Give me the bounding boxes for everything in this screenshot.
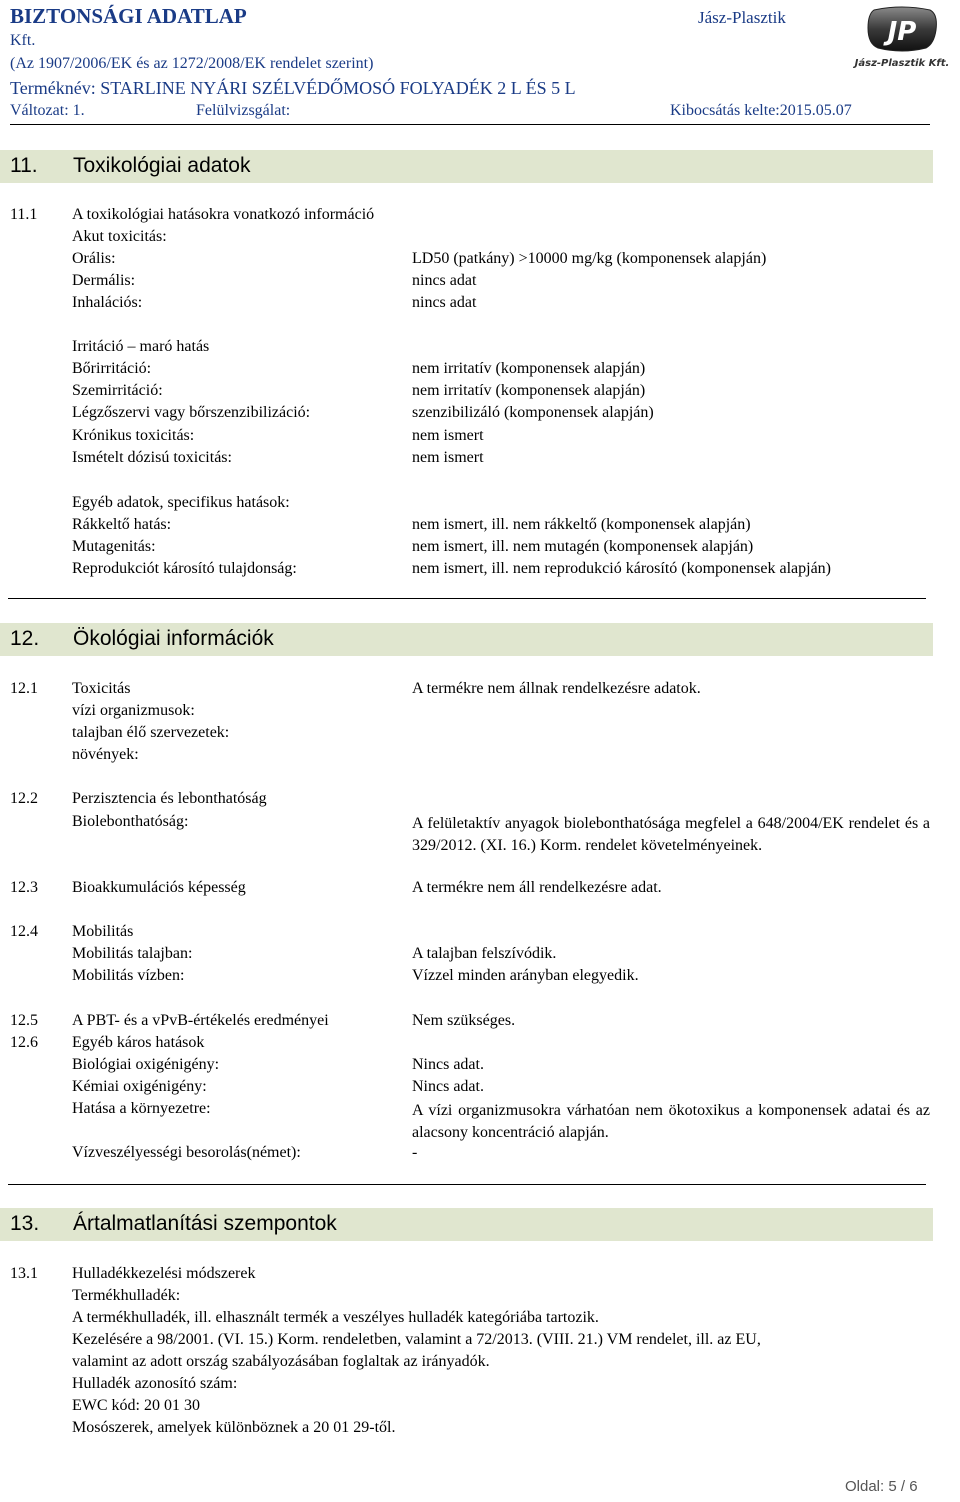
subsection-title: A PBT- és a vPvB-értékelés eredményei bbox=[72, 1012, 329, 1029]
company-name: Jász-Plasztik bbox=[698, 8, 786, 27]
subsection-title: Perzisztencia és lebonthatóság bbox=[72, 790, 267, 807]
regulation-note: (Az 1907/2006/EK és az 1272/2008/EK rendelet szerint) bbox=[10, 55, 374, 72]
doc-title: BIZTONSÁGI ADATLAP bbox=[10, 4, 247, 28]
list-item: növények: bbox=[72, 746, 139, 763]
row-value: Nincs adat. bbox=[412, 1056, 484, 1073]
text-line: Termékhulladék: bbox=[72, 1287, 181, 1304]
row-label: Kémiai oxigénigény: bbox=[72, 1078, 207, 1095]
row-value: nem ismert, ill. nem mutagén (komponensek alapján) bbox=[412, 538, 754, 555]
section-12-header bbox=[0, 623, 933, 656]
row-value: A talajban felszívódik. bbox=[412, 945, 557, 962]
row-value: A vízi organizmusokra várhatóan nem ökotoxikus a komponensek adatai és az alacsony koncentráció alapján. bbox=[412, 1102, 930, 1141]
row-value: nem irritatív (komponensek alapján) bbox=[412, 360, 646, 377]
section-11-number: 11. bbox=[10, 154, 38, 177]
issue-date: Kibocsátás kelte:2015.05.07 bbox=[670, 102, 852, 119]
list-item: vízi organizmusok: bbox=[72, 702, 195, 719]
row-value: nincs adat bbox=[412, 294, 477, 311]
company-suffix: Kft. bbox=[10, 32, 36, 49]
acute-heading: Akut toxicitás: bbox=[72, 228, 167, 245]
header-divider bbox=[10, 124, 930, 125]
row-label: Mobilitás talajban: bbox=[72, 945, 193, 962]
subsection-number: 12.5 bbox=[10, 1012, 38, 1029]
row-label: Légzőszervi vagy bőrszenzibilizáció: bbox=[72, 404, 311, 421]
section-divider bbox=[8, 1184, 926, 1185]
text-line: Kezelésére a 98/2001. (VI. 15.) Korm. rendeletben, valamint a 72/2013. (VIII. 21.) VM rendelet, ill. az EU, bbox=[72, 1331, 761, 1348]
section-11-title: Toxikológiai adatok bbox=[73, 154, 251, 177]
row-value: nem ismert bbox=[412, 427, 484, 444]
row-label: Krónikus toxicitás: bbox=[72, 427, 195, 444]
row-label: Reprodukciót károsító tulajdonság: bbox=[72, 560, 297, 577]
subsection-title: Egyéb káros hatások bbox=[72, 1034, 205, 1051]
logo-letters: JP bbox=[887, 17, 917, 47]
product-name: Terméknév: STARLINE NYÁRI SZÉLVÉDŐMOSÓ FOLYADÉK 2 L ÉS 5 L bbox=[10, 78, 576, 98]
row-value: nincs adat bbox=[412, 272, 477, 289]
text-line: valamint az adott ország szabályozásában foglaltak az irányadók. bbox=[72, 1353, 490, 1370]
irritation-heading: Irritáció – maró hatás bbox=[72, 338, 210, 355]
subsection-title: Hulladékkezelési módszerek bbox=[72, 1265, 256, 1282]
row-value: - bbox=[412, 1144, 418, 1161]
subsection-number: 11.1 bbox=[10, 206, 38, 223]
row-value: szenzibilizáló (komponensek alapján) bbox=[412, 404, 654, 421]
row-value: A termékre nem állnak rendelkezésre adatok. bbox=[412, 680, 701, 697]
row-label: Szemirritáció: bbox=[72, 382, 163, 399]
version-label: Változat: 1. bbox=[10, 102, 85, 119]
section-12-number: 12. bbox=[10, 627, 40, 650]
row-label: Rákkeltő hatás: bbox=[72, 516, 172, 533]
list-item: talajban élő szervezetek: bbox=[72, 724, 230, 741]
review-label: Felülvizsgálat: bbox=[196, 102, 291, 119]
row-value: Vízzel minden arányban elegyedik. bbox=[412, 967, 639, 984]
row-value: nem ismert bbox=[412, 449, 484, 466]
subsection-title: A toxikológiai hatásokra vonatkozó információ bbox=[72, 206, 375, 223]
row-label: Mobilitás vízben: bbox=[72, 967, 185, 984]
subsection-title: Bioakkumulációs képesség bbox=[72, 879, 246, 896]
text-line: Hulladék azonosító szám: bbox=[72, 1375, 238, 1392]
section-13-number: 13. bbox=[10, 1212, 40, 1235]
company-logo bbox=[852, 4, 952, 74]
subsection-number: 12.6 bbox=[10, 1034, 38, 1051]
subsection-number: 12.4 bbox=[10, 923, 38, 940]
row-label: Inhalációs: bbox=[72, 294, 143, 311]
row-value: A termékre nem áll rendelkezésre adat. bbox=[412, 879, 662, 896]
row-value: Nem szükséges. bbox=[412, 1012, 516, 1029]
row-value: A felületaktív anyagok biolebonthatósága megfelel a 648/2004/EK rendelet és a 329/2012. (XI. 16.) Korm. rendelet követelményeinek. bbox=[412, 815, 930, 854]
page-number: Oldal: 5 / 6 bbox=[845, 1478, 918, 1495]
section-12-title: Ökológiai információk bbox=[73, 627, 274, 650]
row-label: Biológiai oxigénigény: bbox=[72, 1056, 220, 1073]
subsection-number: 13.1 bbox=[10, 1265, 38, 1282]
logo-caption: Jász-Plasztik Kft. bbox=[854, 58, 950, 69]
row-label: Dermális: bbox=[72, 272, 136, 289]
row-label: Vízveszélyességi besorolás(német): bbox=[72, 1144, 301, 1161]
row-label: Hatása a környezetre: bbox=[72, 1100, 211, 1117]
row-value: nem ismert, ill. nem reprodukció károsító (komponensek alapján) bbox=[412, 560, 831, 577]
text-line: EWC kód: 20 01 30 bbox=[72, 1397, 200, 1414]
subsection-title: Mobilitás bbox=[72, 923, 134, 940]
section-11-header bbox=[0, 150, 933, 183]
row-label: Mutagenitás: bbox=[72, 538, 156, 555]
row-value: LD50 (patkány) >10000 mg/kg (komponensek alapján) bbox=[412, 250, 767, 267]
document-header bbox=[0, 0, 960, 126]
row-label: Ismételt dózisú toxicitás: bbox=[72, 449, 232, 466]
row-label: Biolebonthatóság: bbox=[72, 813, 189, 830]
section-13-header bbox=[0, 1208, 933, 1241]
text-line: A termékhulladék, ill. elhasznált termék a veszélyes hulladék kategóriába tartozik. bbox=[72, 1309, 599, 1326]
row-value: nem irritatív (komponensek alapján) bbox=[412, 382, 646, 399]
subsection-number: 12.3 bbox=[10, 879, 38, 896]
other-heading: Egyéb adatok, specifikus hatások: bbox=[72, 494, 290, 511]
row-label: Bőrirritáció: bbox=[72, 360, 152, 377]
row-value: nem ismert, ill. nem rákkeltő (komponensek alapján) bbox=[412, 516, 751, 533]
section-divider bbox=[8, 598, 926, 599]
subsection-title: Toxicitás bbox=[72, 680, 131, 697]
section-13-title: Ártalmatlanítási szempontok bbox=[73, 1212, 337, 1235]
row-label: Orális: bbox=[72, 250, 116, 267]
row-value: Nincs adat. bbox=[412, 1078, 484, 1095]
subsection-number: 12.1 bbox=[10, 680, 38, 697]
subsection-number: 12.2 bbox=[10, 790, 38, 807]
text-line: Mosószerek, amelyek különböznek a 20 01 29-től. bbox=[72, 1419, 396, 1436]
